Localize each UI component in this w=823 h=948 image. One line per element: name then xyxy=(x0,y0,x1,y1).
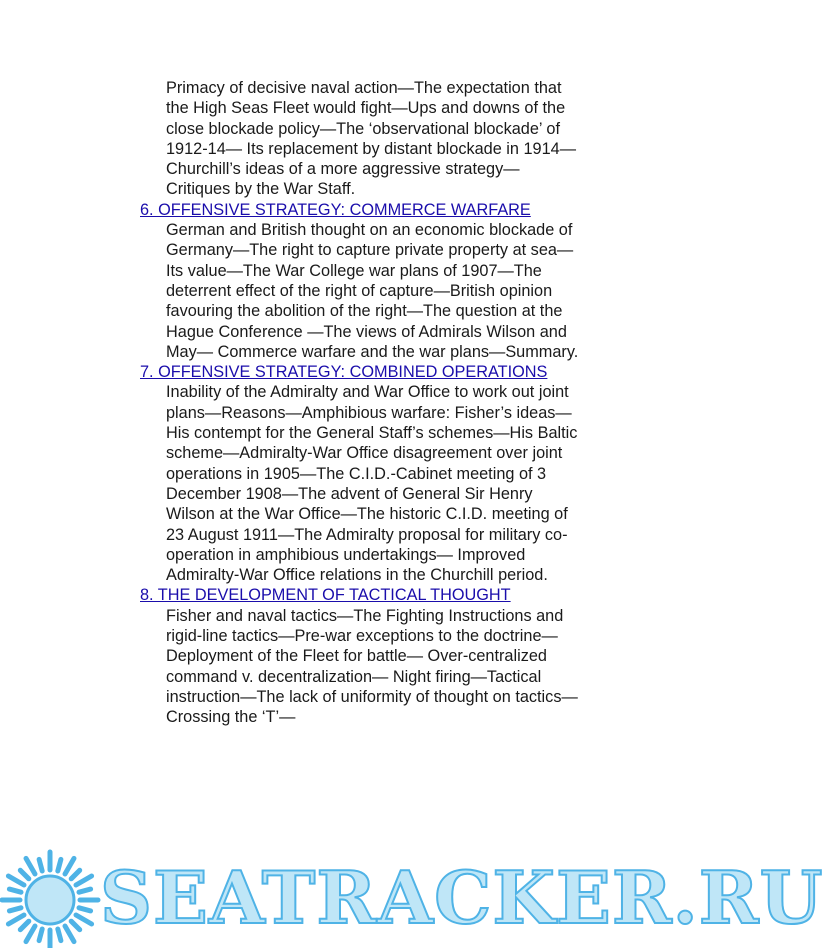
sun-ray xyxy=(39,859,42,871)
sun-ray xyxy=(8,915,24,924)
sun-ray xyxy=(71,921,80,930)
sun-ray xyxy=(76,915,92,924)
sun-ray xyxy=(26,926,35,942)
sun-icon xyxy=(0,850,104,948)
sun-ray xyxy=(58,929,61,941)
contents-list xyxy=(140,78,580,728)
section-description-5: Primacy of decisive naval action—The expectation that the High Seas Fleet would fight—Ups and downs of the close blockade policy—The ‘observational blockade’ of 1912-14— Its replacement by distant blockade in 1914— Churchill’s ideas of a more aggressive strategy— Critiques by the War Staff. xyxy=(166,79,576,199)
seatracker-watermark xyxy=(0,850,823,948)
watermark-text: SEATRACKER.RU xyxy=(100,855,823,940)
sun-ray xyxy=(39,929,42,941)
chapter-link-6[interactable]: 6. OFFENSIVE STRATEGY: COMMERCE WARFARE xyxy=(140,200,531,219)
section-description-6: German and British thought on an economic blockade of Germany—The right to capture private property at sea—Its value—The War College war plans of 1907—The deterrent effect of the right of capture—British opinion favouring the abolition of the right—The question at the Hague Conference —The views of Admirals Wilson and May— Commerce warfare and the war plans—Summary. xyxy=(166,221,579,361)
sun-ray xyxy=(9,908,21,911)
sun-ray xyxy=(8,876,24,885)
sun-ray xyxy=(71,870,80,879)
section-description-8: Fisher and naval tactics—The Fighting Instructions and rigid-line tactics—Pre-war exceptions to the doctrine—Deployment of the Fleet for battle— Over-centralized command v. decentralization— Night firing—Tactical instruction—The lack of uniformity of thought on tactics—Crossing the ‘T’— xyxy=(166,606,578,727)
sun-ray xyxy=(9,889,21,892)
sun-ray xyxy=(76,876,92,885)
chapter-link-8[interactable]: 8. THE DEVELOPMENT OF TACTICAL THOUGHT xyxy=(140,586,511,605)
sun-ray xyxy=(79,889,91,892)
sun-ray xyxy=(65,858,74,874)
sun-ray xyxy=(20,870,29,879)
sun-ray xyxy=(79,908,91,911)
sun-ray xyxy=(20,921,29,930)
section-description-7: Inability of the Admiralty and War Office to work out joint plans—Reasons—Amphibious warfare: Fisher’s ideas— His contempt for the General Staff’s schemes—His Baltic scheme—Admiralty-War Office disagreement over joint operations in 1905—The C.I.D.-Cabinet meeting of 3 December 1908—The advent of General Sir Henry Wilson at the War Office—The historic C.I.D. meeting of 23 August 1911—The Admiralty proposal for military co-operation in amphibious undertakings— Improved Admiralty-War Office relations in the Churchill period. xyxy=(166,383,578,585)
chapter-link-7[interactable]: 7. OFFENSIVE STRATEGY: COMBINED OPERATIONS xyxy=(140,363,548,382)
sun-ray xyxy=(26,858,35,874)
sun-ray xyxy=(65,926,74,942)
sun-ray xyxy=(58,859,61,871)
